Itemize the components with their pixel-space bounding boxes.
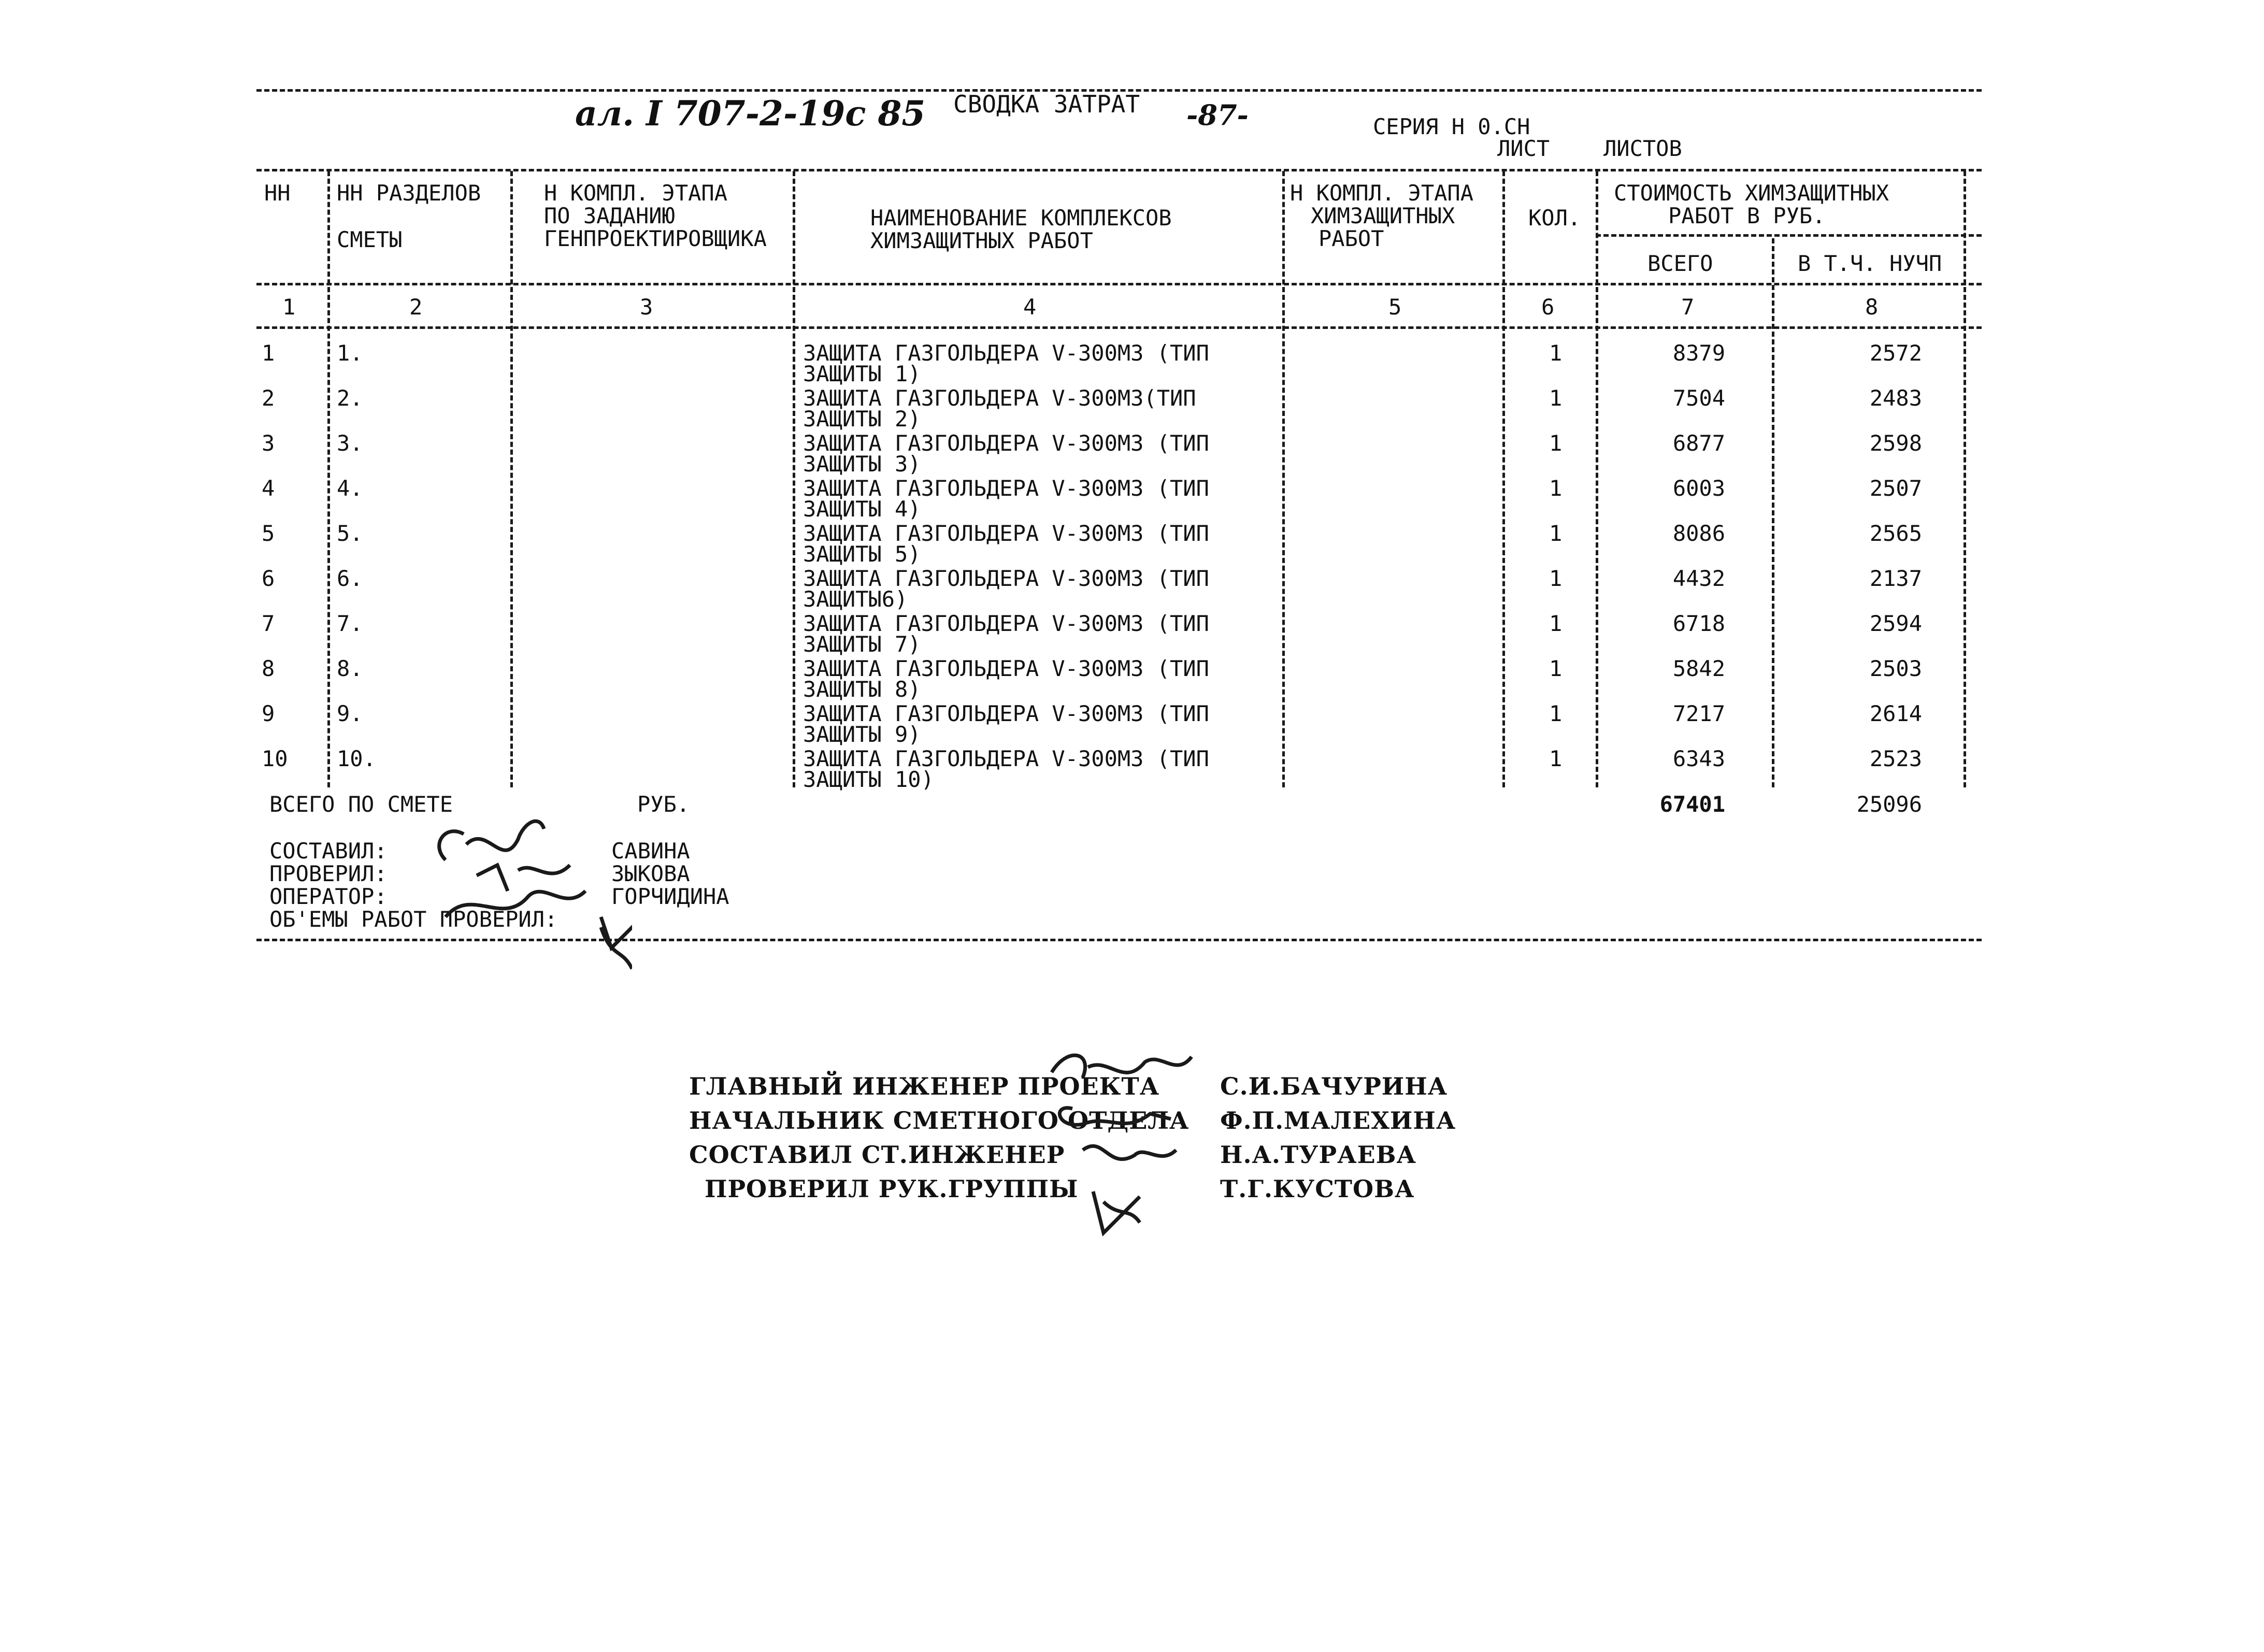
row-section: 7. bbox=[337, 611, 363, 636]
row-qty: 1 bbox=[1549, 611, 1563, 636]
col-number: 8 bbox=[1865, 294, 1879, 320]
col-divider bbox=[327, 171, 330, 787]
row-nn: 10 bbox=[262, 746, 288, 771]
row-total: 8379 bbox=[1672, 340, 1725, 366]
col-header-nn: НН bbox=[264, 180, 291, 206]
signature-mark bbox=[439, 821, 544, 860]
row-name-line2: ЗАЩИТЫ6) bbox=[803, 586, 908, 612]
header-bottom-line bbox=[256, 283, 1982, 285]
stamp-signatures bbox=[1036, 1036, 1202, 1254]
row-qty: 1 bbox=[1549, 521, 1563, 546]
stamp-name: Т.Г.КУСТОВА bbox=[1220, 1175, 1415, 1203]
col-number: 1 bbox=[282, 294, 296, 320]
row-qty: 1 bbox=[1549, 656, 1563, 681]
row-nuchp: 2565 bbox=[1869, 521, 1922, 546]
row-name-line2: ЗАЩИТЫ 1) bbox=[803, 361, 921, 386]
checked-label: ПРОВЕРИЛ: bbox=[269, 861, 388, 886]
row-qty: 1 bbox=[1549, 566, 1563, 591]
row-name-line2: ЗАЩИТЫ 5) bbox=[803, 541, 921, 567]
row-name-line2: ЗАЩИТЫ 3) bbox=[803, 451, 921, 477]
operator-label: ОПЕРАТОР: bbox=[269, 884, 388, 909]
row-nuchp: 2483 bbox=[1869, 385, 1922, 411]
stamp-role: ГЛАВНЫЙ ИНЖЕНЕР ПРОЕКТА bbox=[689, 1072, 1160, 1100]
totals-nuchp: 25096 bbox=[1856, 792, 1922, 817]
col-header-chem-stage: Н КОМПЛ. ЭТАПА bbox=[1290, 180, 1474, 206]
col-divider bbox=[1502, 171, 1505, 787]
series-label: СЕРИЯ Н 0.СН bbox=[1373, 114, 1530, 139]
row-total: 6003 bbox=[1672, 476, 1725, 501]
signature-mark bbox=[1093, 1191, 1140, 1233]
signature-mark bbox=[1052, 1055, 1192, 1078]
row-name-line2: ЗАЩИТЫ 2) bbox=[803, 406, 921, 432]
row-name-line1: ЗАЩИТА ГАЗГОЛЬДЕРА V-300М3 (ТИП bbox=[803, 701, 1209, 726]
row-nn: 5 bbox=[262, 521, 275, 546]
row-section: 6. bbox=[337, 566, 363, 591]
row-total: 8086 bbox=[1672, 521, 1725, 546]
handwritten-ref: ал. I 707-2-19с 85 bbox=[575, 93, 926, 134]
row-qty: 1 bbox=[1549, 430, 1563, 456]
stamp-role: НАЧАЛЬНИК СМЕТНОГО ОТДЕЛА bbox=[689, 1107, 1190, 1134]
page-mark: -87- bbox=[1186, 98, 1249, 132]
col-divider bbox=[510, 171, 513, 787]
row-total: 5842 bbox=[1672, 656, 1725, 681]
col-header-section: НН РАЗДЕЛОВ bbox=[337, 180, 481, 206]
stamp-name: Н.А.ТУРАЕВА bbox=[1220, 1141, 1416, 1169]
operator-name: ГОРЧИДИНА bbox=[611, 884, 729, 909]
stamp-role: СОСТАВИЛ СТ.ИНЖЕНЕР bbox=[689, 1141, 1065, 1169]
row-nuchp: 2598 bbox=[1869, 430, 1922, 456]
row-nn: 4 bbox=[262, 476, 275, 501]
row-name-line2: ЗАЩИТЫ 7) bbox=[803, 631, 921, 657]
signatures-left bbox=[414, 793, 632, 979]
col-number: 7 bbox=[1681, 294, 1695, 320]
composed-label: СОСТАВИЛ: bbox=[269, 838, 388, 864]
row-name-line2: ЗАЩИТЫ 8) bbox=[803, 677, 921, 702]
col-number: 2 bbox=[409, 294, 423, 320]
row-nn: 2 bbox=[262, 385, 275, 411]
signature-mark bbox=[477, 865, 570, 891]
row-nuchp: 2523 bbox=[1869, 746, 1922, 771]
row-section: 8. bbox=[337, 656, 363, 681]
row-section: 5. bbox=[337, 521, 363, 546]
row-name-line1: ЗАЩИТА ГАЗГОЛЬДЕРА V-300М3 (ТИП bbox=[803, 746, 1209, 771]
col-header-cost: СТОИМОСТЬ ХИМЗАЩИТНЫХ bbox=[1614, 180, 1889, 206]
signature-mark bbox=[446, 891, 585, 917]
col-number: 4 bbox=[1023, 294, 1037, 320]
stamp-name: С.И.БАЧУРИНА bbox=[1220, 1072, 1448, 1100]
row-nuchp: 2507 bbox=[1869, 476, 1922, 501]
checked-name: ЗЫКОВА bbox=[611, 861, 690, 886]
stamp-name: Ф.П.МАЛЕХИНА bbox=[1220, 1107, 1456, 1134]
row-qty: 1 bbox=[1549, 385, 1563, 411]
row-qty: 1 bbox=[1549, 476, 1563, 501]
row-name-line1: ЗАЩИТА ГАЗГОЛЬДЕРА V-300М3 (ТИП bbox=[803, 430, 1209, 456]
col-header-stage-2: ПО ЗАДАНИЮ bbox=[544, 203, 675, 228]
row-total: 6718 bbox=[1672, 611, 1725, 636]
totals-total: 67401 bbox=[1659, 792, 1725, 817]
row-section: 1. bbox=[337, 340, 363, 366]
col-divider bbox=[1772, 238, 1774, 787]
row-nn: 9 bbox=[262, 701, 275, 726]
row-nn: 1 bbox=[262, 340, 275, 366]
row-name-line1: ЗАЩИТА ГАЗГОЛЬДЕРА V-300М3 (ТИП bbox=[803, 476, 1209, 501]
row-nuchp: 2572 bbox=[1869, 340, 1922, 366]
sheets-label: ЛИСТОВ bbox=[1603, 136, 1682, 161]
row-nuchp: 2594 bbox=[1869, 611, 1922, 636]
row-total: 7504 bbox=[1672, 385, 1725, 411]
totals-label: ВСЕГО ПО СМЕТЕ bbox=[269, 792, 453, 817]
row-qty: 1 bbox=[1549, 340, 1563, 366]
row-name-line2: ЗАЩИТЫ 9) bbox=[803, 722, 921, 747]
row-name-line1: ЗАЩИТА ГАЗГОЛЬДЕРА V-300М3 (ТИП bbox=[803, 521, 1209, 546]
col-number: 6 bbox=[1541, 294, 1555, 320]
row-section: 9. bbox=[337, 701, 363, 726]
row-nn: 6 bbox=[262, 566, 275, 591]
totals-unit: РУБ. bbox=[637, 792, 690, 817]
row-name-line1: ЗАЩИТА ГАЗГОЛЬДЕРА V-300М3 (ТИП bbox=[803, 656, 1209, 681]
col-divider bbox=[1596, 171, 1598, 787]
row-name-line1: ЗАЩИТА ГАЗГОЛЬДЕРА V-300М3 (ТИП bbox=[803, 340, 1209, 366]
col-header-nuchp: В Т.Ч. НУЧП bbox=[1798, 251, 1942, 276]
signature-mark bbox=[1059, 1108, 1171, 1125]
row-name-line2: ЗАЩИТЫ 4) bbox=[803, 496, 921, 522]
row-nn: 7 bbox=[262, 611, 275, 636]
col-header-stage: Н КОМПЛ. ЭТАПА bbox=[544, 180, 728, 206]
col-header-qty: КОЛ. bbox=[1528, 205, 1581, 231]
row-name-line1: ЗАЩИТА ГАЗГОЛЬДЕРА V-300М3 (ТИП bbox=[803, 566, 1209, 591]
col-header-total: ВСЕГО bbox=[1647, 251, 1713, 276]
stamp-role: ПРОВЕРИЛ РУК.ГРУППЫ bbox=[705, 1175, 1079, 1203]
col-header-stage-3: ГЕНПРОЕКТИРОВЩИКА bbox=[544, 226, 767, 251]
sheet-label: ЛИСТ bbox=[1497, 136, 1550, 161]
col-header-cost-2: РАБОТ В РУБ. bbox=[1668, 203, 1826, 228]
col-divider bbox=[1282, 171, 1285, 787]
row-nn: 3 bbox=[262, 430, 275, 456]
row-total: 6877 bbox=[1672, 430, 1725, 456]
col-divider bbox=[793, 171, 795, 787]
document-title: СВОДКА ЗАТРАТ bbox=[953, 90, 1140, 118]
row-nuchp: 2503 bbox=[1869, 656, 1922, 681]
row-total: 4432 bbox=[1672, 566, 1725, 591]
signature-mark bbox=[1083, 1146, 1176, 1159]
subheader-line bbox=[1596, 234, 1982, 237]
volumes-label: ОБ'ЕМЫ РАБОТ ПРОВЕРИЛ: bbox=[269, 907, 558, 932]
signature-mark bbox=[601, 917, 632, 969]
row-total: 6343 bbox=[1672, 746, 1725, 771]
col-header-name-2: ХИМЗАЩИТНЫХ РАБОТ bbox=[870, 228, 1093, 253]
row-nuchp: 2614 bbox=[1869, 701, 1922, 726]
row-qty: 1 bbox=[1549, 701, 1563, 726]
row-name-line1: ЗАЩИТА ГАЗГОЛЬДЕРА V-300М3(ТИП bbox=[803, 385, 1196, 411]
row-name-line1: ЗАЩИТА ГАЗГОЛЬДЕРА V-300М3 (ТИП bbox=[803, 611, 1209, 636]
row-nn: 8 bbox=[262, 656, 275, 681]
col-number: 5 bbox=[1388, 294, 1402, 320]
row-section: 4. bbox=[337, 476, 363, 501]
colnum-bottom-line bbox=[256, 326, 1982, 329]
col-header-section-2: СМЕТЫ bbox=[337, 227, 403, 252]
row-qty: 1 bbox=[1549, 746, 1563, 771]
composed-name: САВИНА bbox=[611, 838, 690, 864]
row-section: 2. bbox=[337, 385, 363, 411]
col-header-chem-stage-3: РАБОТ bbox=[1319, 226, 1384, 251]
row-section: 10. bbox=[337, 746, 376, 771]
col-header-chem-stage-2: ХИМЗАЩИТНЫХ bbox=[1311, 203, 1455, 228]
row-nuchp: 2137 bbox=[1869, 566, 1922, 591]
row-total: 7217 bbox=[1672, 701, 1725, 726]
col-header-name: НАИМЕНОВАНИЕ КОМПЛЕКСОВ bbox=[870, 205, 1172, 231]
col-divider bbox=[1964, 171, 1966, 787]
row-section: 3. bbox=[337, 430, 363, 456]
table-top-line bbox=[256, 169, 1982, 171]
col-number: 3 bbox=[640, 294, 653, 320]
row-name-line2: ЗАЩИТЫ 10) bbox=[803, 767, 934, 792]
